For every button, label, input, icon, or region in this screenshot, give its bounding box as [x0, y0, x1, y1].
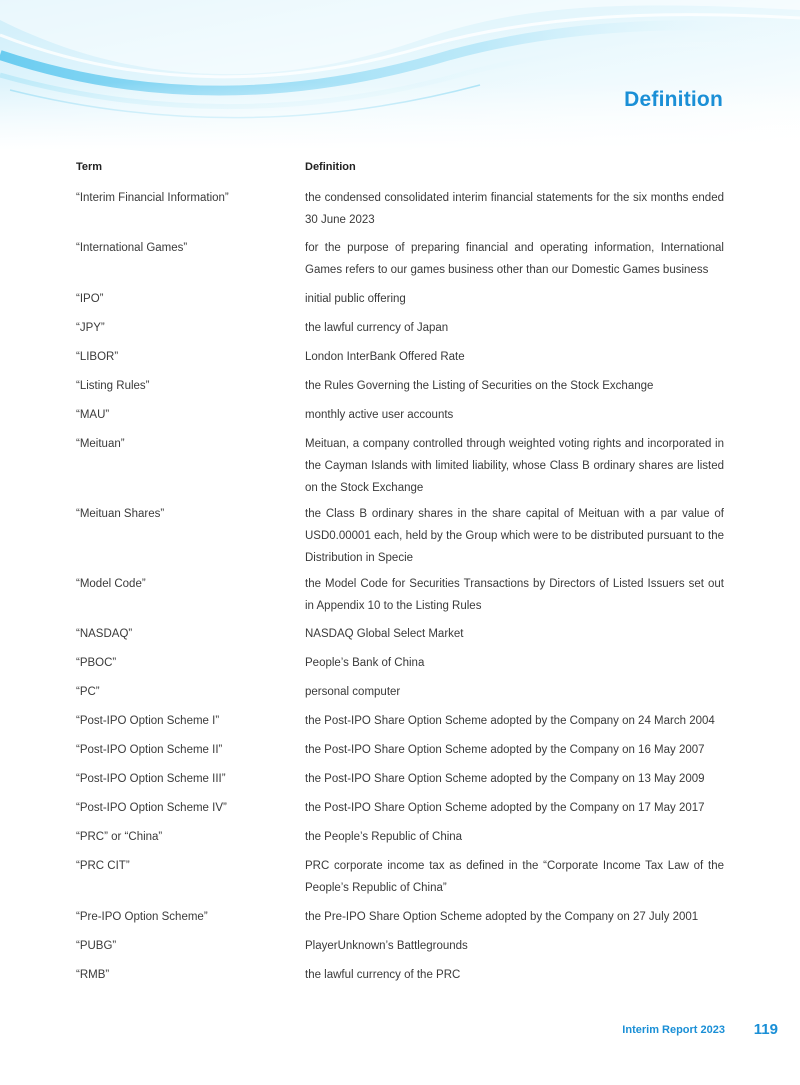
definition-cell: monthly active user accounts	[305, 409, 454, 421]
header-swoosh-graphic	[0, 0, 800, 150]
term-cell: “RMB”	[76, 969, 110, 981]
report-label: Interim Report 2023	[622, 1024, 725, 1036]
term-cell: “PRC CIT”	[76, 860, 130, 872]
term-cell: “MAU”	[76, 409, 110, 421]
definition-cell: NASDAQ Global Select Market	[305, 628, 464, 640]
page-number: 119	[753, 1021, 778, 1038]
column-header-term: Term	[76, 161, 103, 173]
term-cell: “Meituan”	[76, 438, 125, 450]
term-cell: “International Games”	[76, 242, 188, 254]
definition-cell: personal computer	[305, 686, 401, 698]
column-header-definition: Definition	[305, 161, 356, 173]
term-cell: “IPO”	[76, 293, 104, 305]
definition-cell: for the purpose of preparing financial and operating information, International Games refers to our games business other than our Domestic Games business	[305, 242, 724, 276]
term-cell: “Listing Rules”	[76, 380, 150, 392]
definition-cell: initial public offering	[305, 293, 406, 305]
definition-cell: the Post-IPO Share Option Scheme adopted by the Company on 16 May 2007	[305, 744, 705, 756]
definition-cell: the Rules Governing the Listing of Securities on the Stock Exchange	[305, 380, 654, 392]
page-title: Definition	[624, 88, 723, 111]
definition-cell: London InterBank Offered Rate	[305, 351, 465, 363]
term-cell: “Meituan Shares”	[76, 508, 165, 520]
term-cell: “Model Code”	[76, 578, 146, 590]
definition-cell: the lawful currency of the PRC	[305, 969, 461, 981]
definition-cell: People’s Bank of China	[305, 657, 425, 669]
definition-cell: the lawful currency of Japan	[305, 322, 449, 334]
definition-cell: the Pre-IPO Share Option Scheme adopted by the Company on 27 July 2001	[305, 911, 699, 923]
definition-cell: Meituan, a company controlled through weighted voting rights and incorporated in the Cayman Islands with limited liability, whose Class B ordinary shares are listed on the Stock Exchange	[305, 438, 724, 494]
definition-cell: the People’s Republic of China	[305, 831, 463, 843]
definition-cell: PRC corporate income tax as defined in the “Corporate Income Tax Law of the People’s Republic of China”	[305, 860, 724, 894]
term-cell: “Post-IPO Option Scheme II”	[76, 744, 223, 756]
term-cell: “Post-IPO Option Scheme I”	[76, 715, 220, 727]
term-cell: “Post-IPO Option Scheme IV”	[76, 802, 227, 814]
term-cell: “Interim Financial Information”	[76, 192, 229, 204]
term-cell: “LIBOR”	[76, 351, 119, 363]
definition-cell: PlayerUnknown’s Battlegrounds	[305, 940, 468, 952]
term-cell: “PRC” or “China”	[76, 831, 163, 843]
term-cell: “Post-IPO Option Scheme III”	[76, 773, 226, 785]
definition-cell: the Model Code for Securities Transactions by Directors of Listed Issuers set out in Appendix 10 to the Listing Rules	[305, 578, 724, 612]
term-cell: “PBOC”	[76, 657, 117, 669]
definition-cell: the Post-IPO Share Option Scheme adopted by the Company on 17 May 2017	[305, 802, 705, 814]
definition-cell: the Post-IPO Share Option Scheme adopted by the Company on 24 March 2004	[305, 715, 715, 727]
term-cell: “JPY”	[76, 322, 105, 334]
term-cell: “NASDAQ”	[76, 628, 133, 640]
term-cell: “PC”	[76, 686, 100, 698]
definition-cell: the condensed consolidated interim financial statements for the six months ended 30 June 2023	[305, 192, 724, 226]
wave-decoration	[0, 0, 800, 150]
definition-cell: the Post-IPO Share Option Scheme adopted by the Company on 13 May 2009	[305, 773, 705, 785]
term-cell: “PUBG”	[76, 940, 117, 952]
definition-cell: the Class B ordinary shares in the share capital of Meituan with a par value of USD0.00001 each, held by the Group which were to be distributed pursuant to the Distribution in Specie	[305, 508, 724, 564]
term-cell: “Pre-IPO Option Scheme”	[76, 911, 208, 923]
